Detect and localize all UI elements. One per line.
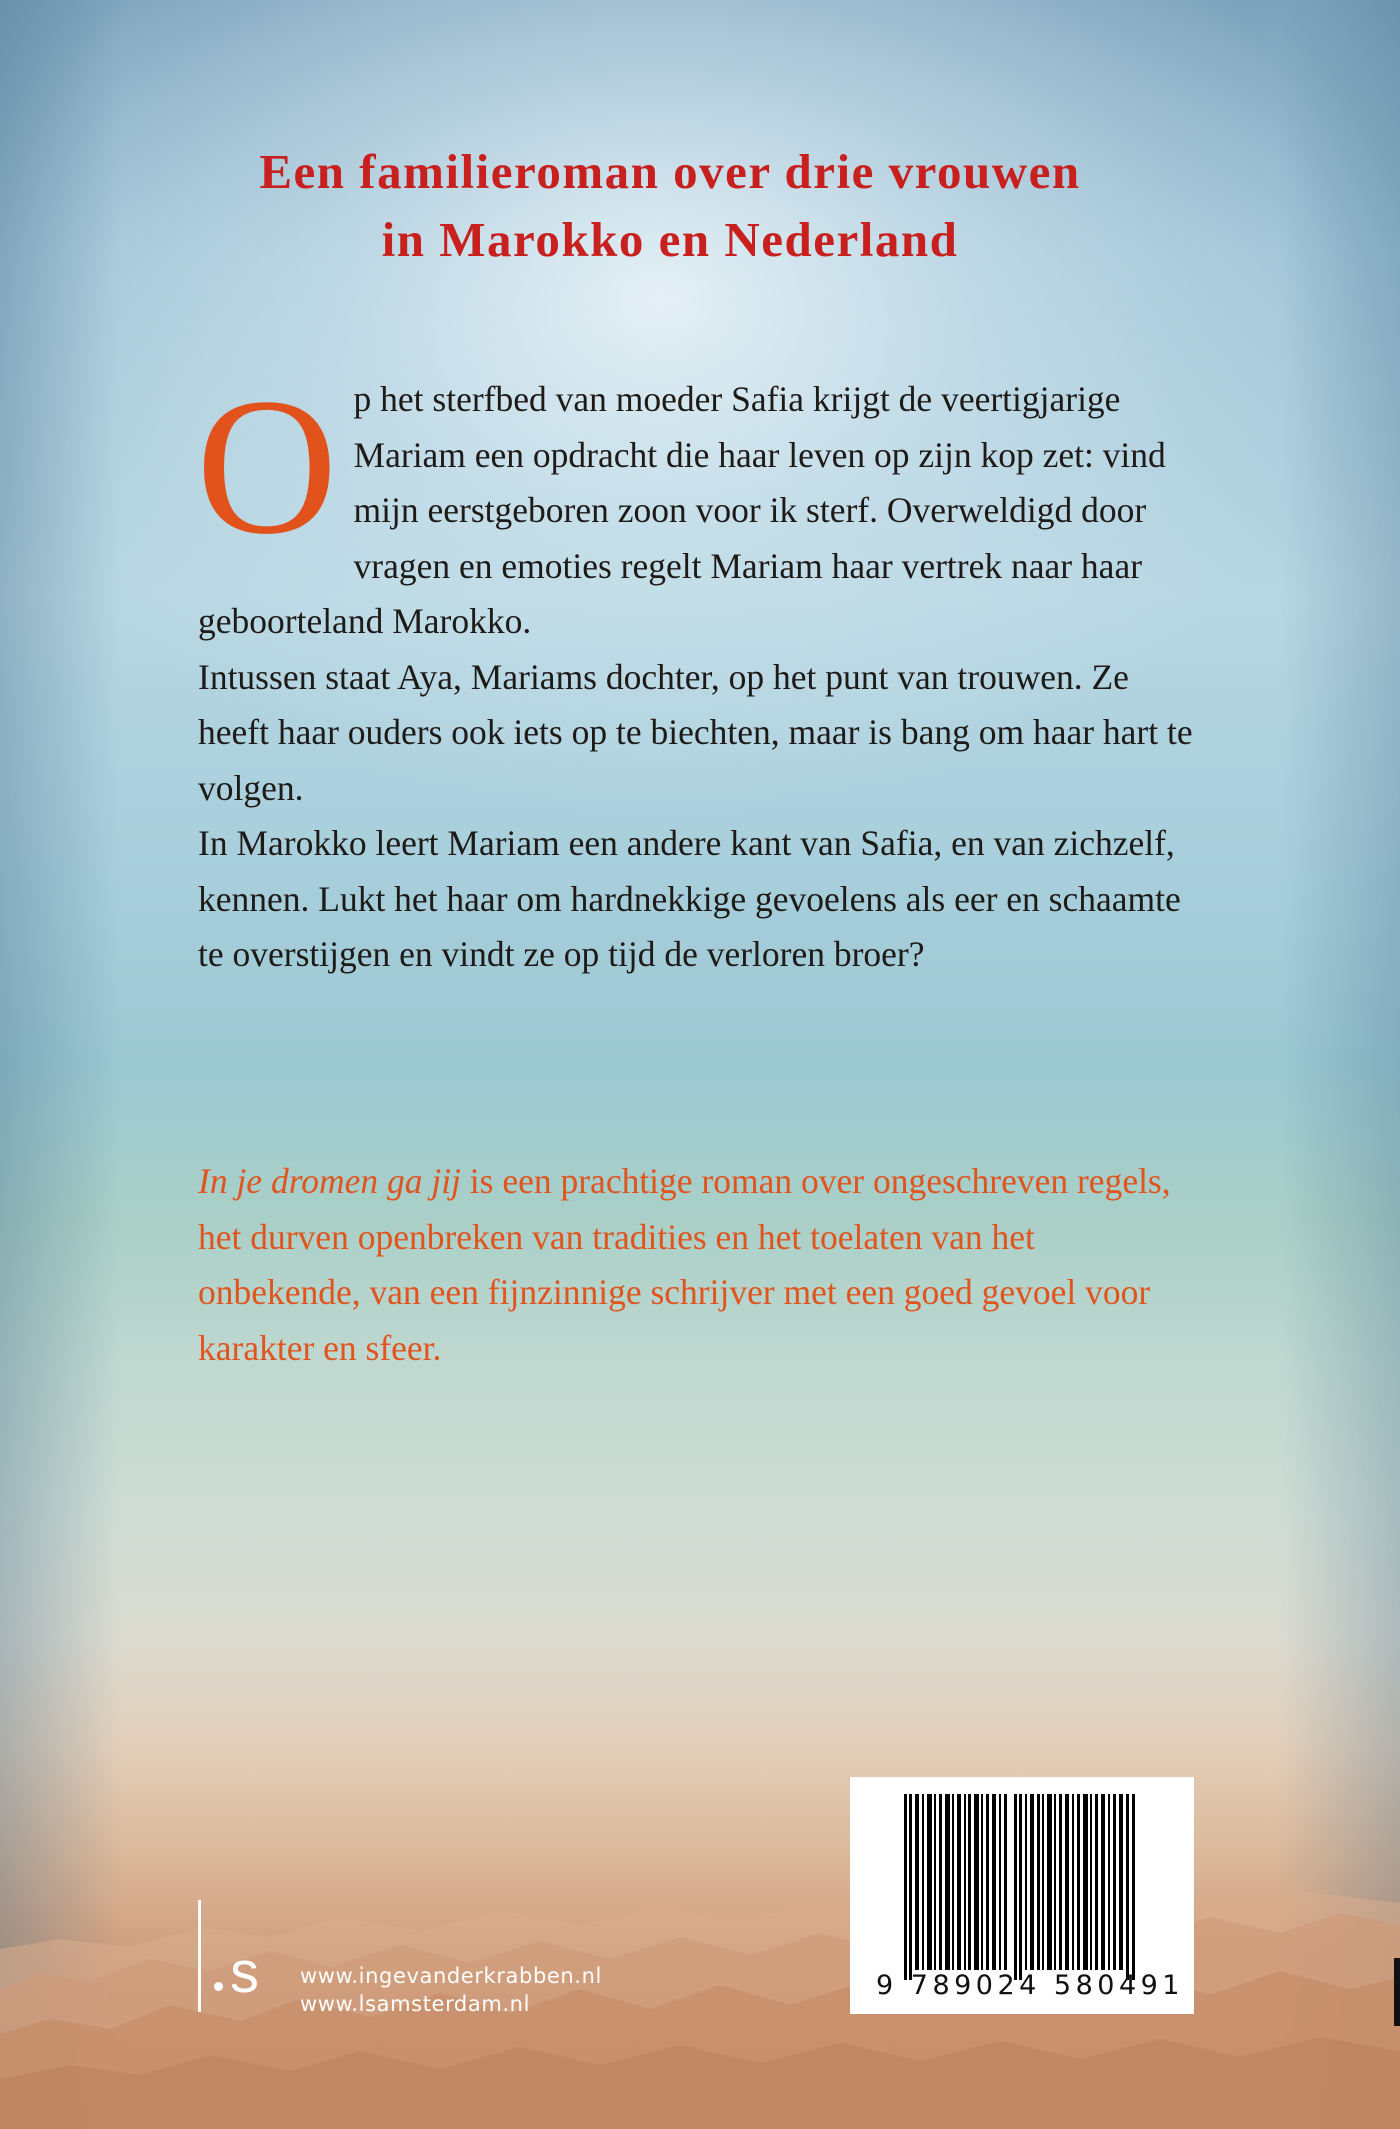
- website-links: [300, 1962, 602, 2018]
- isbn-barcode: [850, 1777, 1194, 2014]
- edge-mark: [1394, 1958, 1400, 2026]
- publisher-website: www.lsamsterdam.nl: [300, 1992, 531, 2016]
- blurb-book-title: In je dromen ga jij: [198, 1161, 461, 1201]
- logo-dot: [214, 1982, 223, 1991]
- synopsis-paragraph-2: Intussen staat Aya, Mariams dochter, op het punt van trouwen. Ze heeft haar ouders ook iets op te biechten, maar is bang om haar hart te volgen.: [198, 656, 1193, 808]
- publisher-logo: [198, 1900, 278, 2012]
- logo-bar: [198, 1900, 201, 2012]
- synopsis-paragraph-3: In Marokko leert Mariam een andere kant van Safia, en van zichzelf, kennen. Lukt het haar om hardnekkige gevoelens als eer en schaamte te overstijgen en vindt ze op tijd de verloren broer?: [198, 823, 1181, 974]
- logo-letter: s: [230, 1940, 259, 2005]
- synopsis-text: [196, 358, 1208, 983]
- tagline-headline: [0, 138, 1340, 274]
- author-website: www.ingevanderkrabben.nl: [300, 1964, 602, 1988]
- tagline-line-2: in Marokko en Nederland: [381, 212, 959, 267]
- tagline-line-1: Een familieroman over drie vrouwen: [259, 144, 1081, 199]
- drop-cap: O: [196, 358, 338, 575]
- isbn-number: 9 789024 580491: [876, 1970, 1184, 2001]
- blurb-body: is een prachtige roman over ongeschreven regels, het durven openbreken van tradities en het toelaten van het onbekende, van een fijnzinnige schrijver met een goed gevoel voor karakter en sfeer.: [198, 1161, 1171, 1368]
- blurb-text: [198, 1154, 1198, 1376]
- synopsis-paragraph-1: p het sterfbed van moeder Safia krijgt de veertigjarige Mariam een opdracht die haar leven op zijn kop zet: vind mijn eerstgeboren zoon voor ik sterf. Overweldigd door vragen en emoties regelt Mariam haar vertrek naar haar geboorteland Marokko.: [198, 379, 1166, 641]
- barcode-bars: [904, 1794, 1140, 1980]
